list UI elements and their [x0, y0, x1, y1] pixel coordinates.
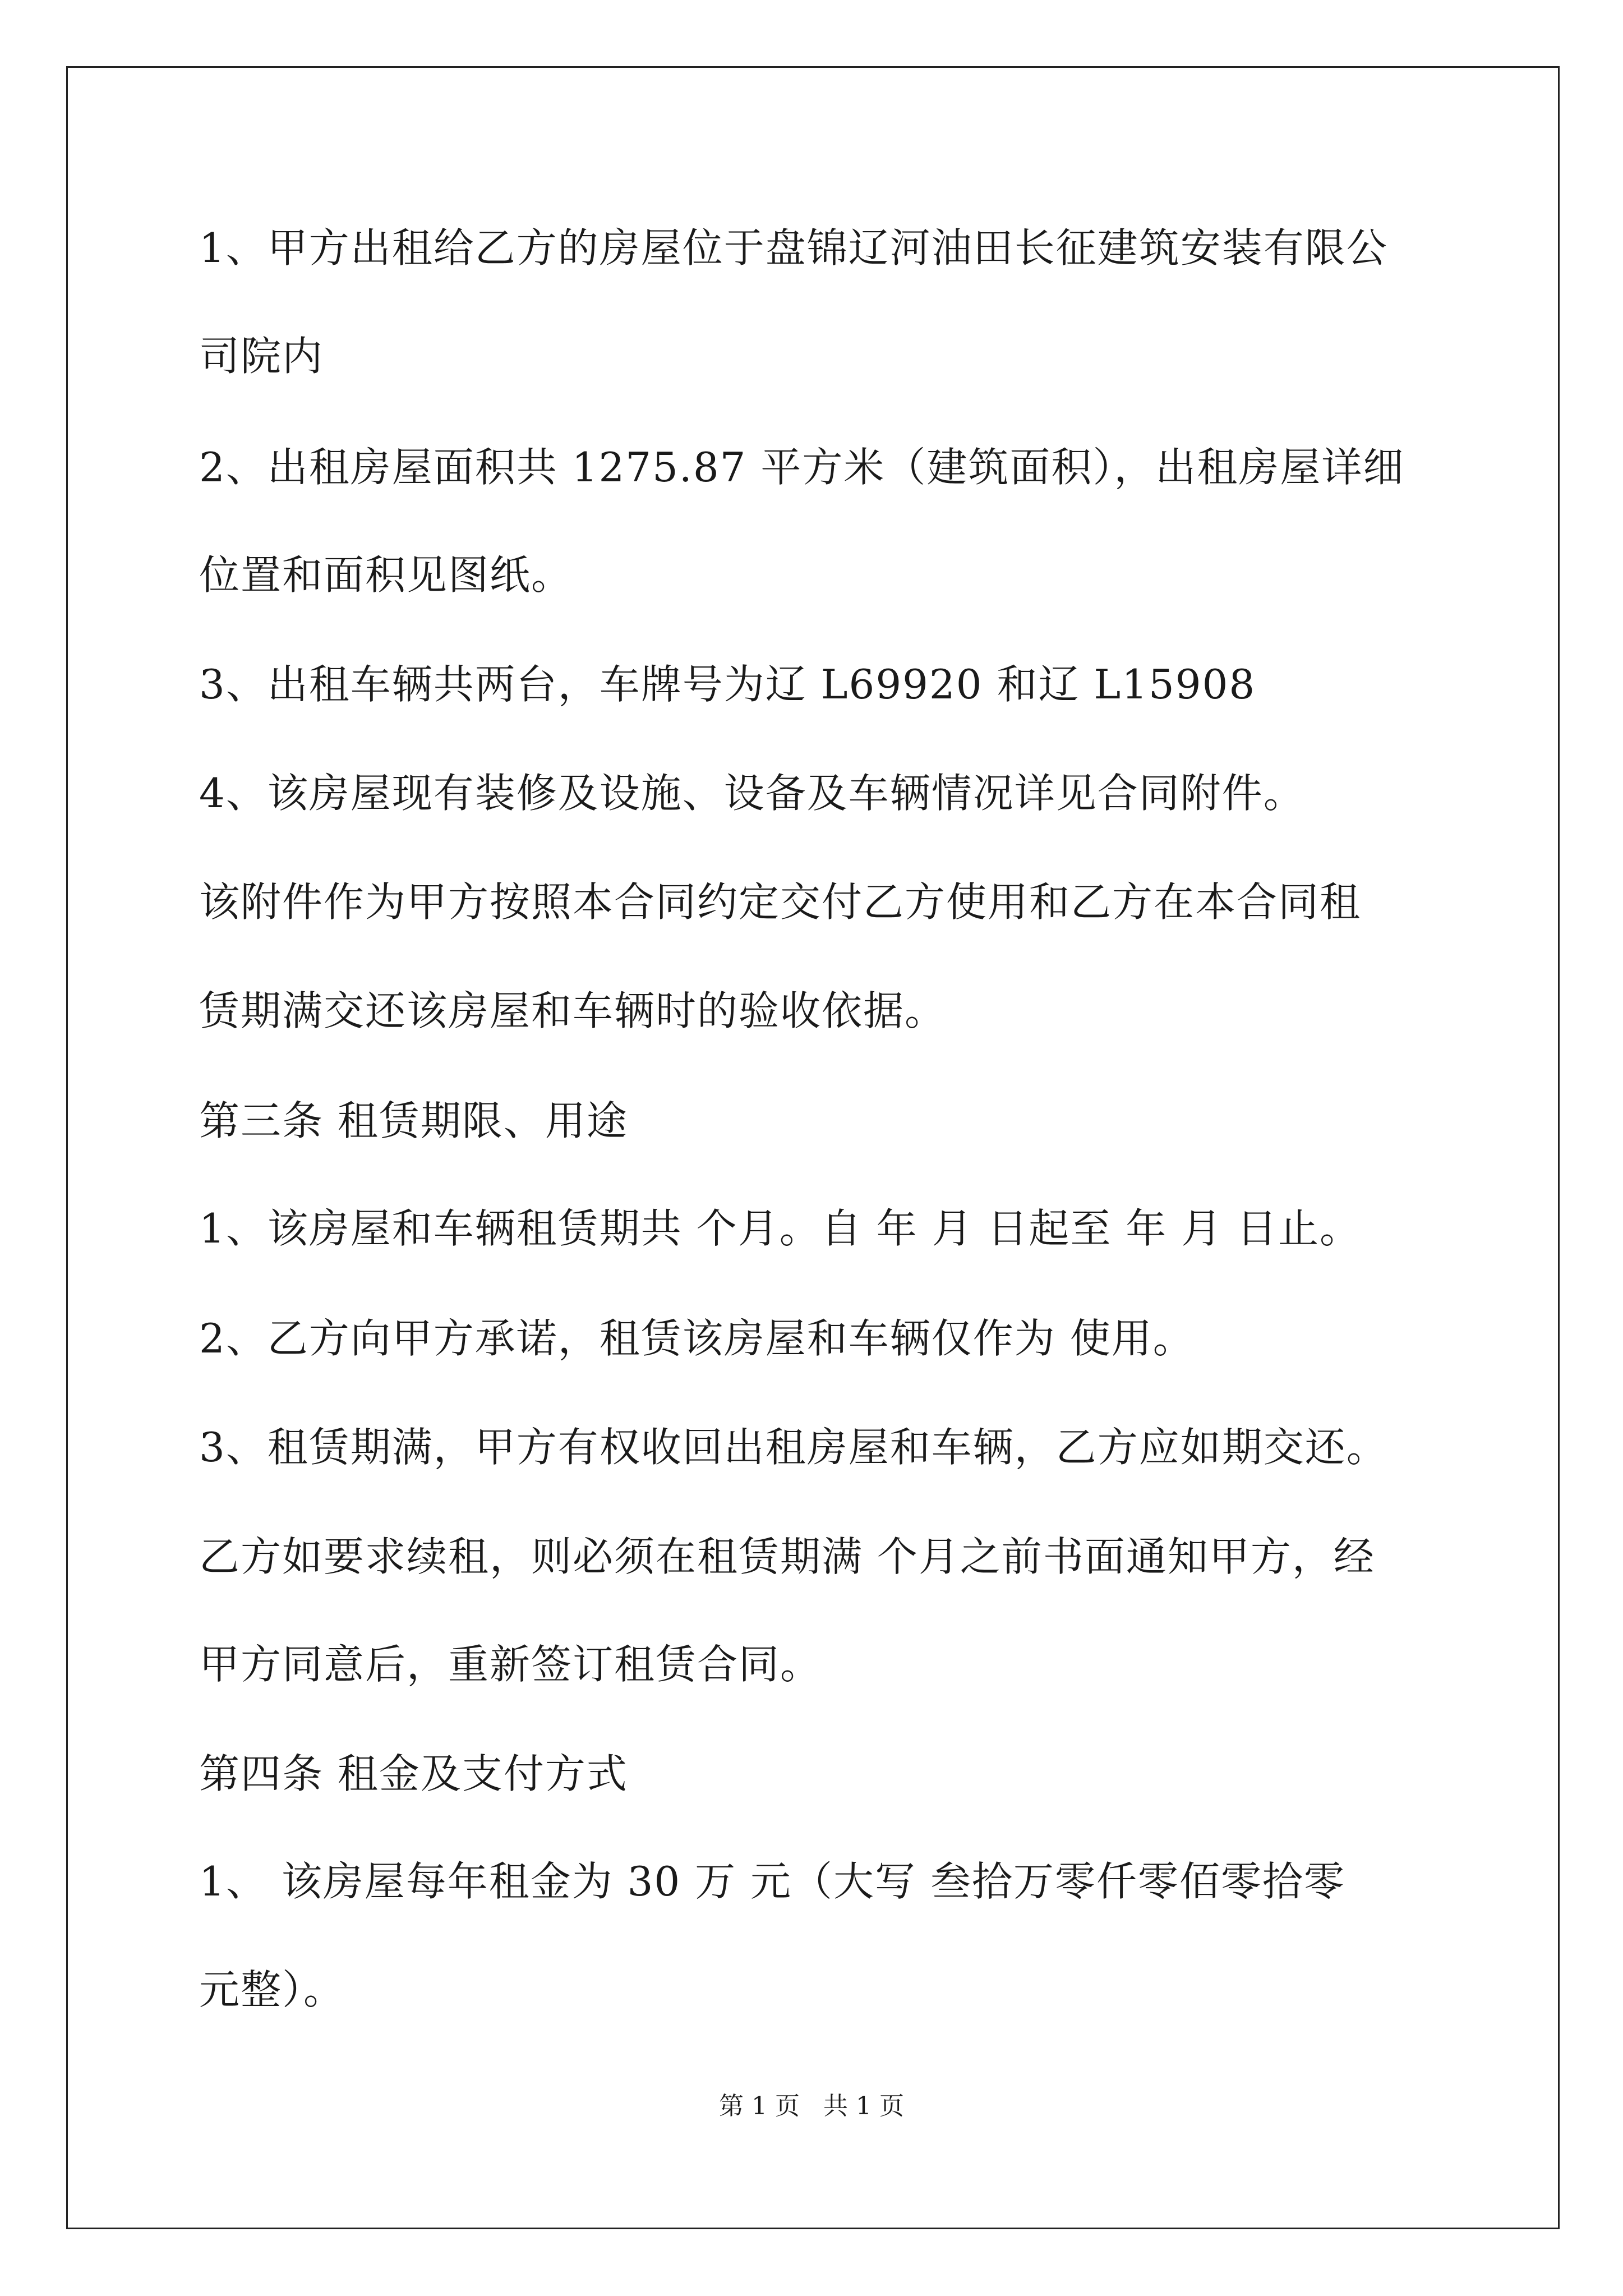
annex-note-line-2: 赁期满交还该房屋和车辆时的验收依据。 [199, 987, 947, 1034]
clause-2-item-4: 4、该房屋现有装修及设施、设备及车辆情况详见合同附件。 [199, 770, 1305, 817]
clause-4-item-1-line-2: 元整）。 [199, 1966, 345, 2013]
renewal-note-line-1: 乙方如要求续租，则必须在租赁期满 个月之前书面通知甲方，经 [199, 1533, 1375, 1580]
renewal-note-line-2: 甲方同意后，重新签订租赁合同。 [199, 1641, 822, 1688]
page-footer: 第 1 页 共 1 页 [719, 2092, 904, 2120]
clause-2-item-1-line-1: 1、甲方出租给乙方的房屋位于盘锦辽河油田长征建筑安装有限公 [199, 224, 1388, 272]
clause-3-item-3: 3、租赁期满，甲方有权收回出租房屋和车辆，乙方应如期交还。 [199, 1424, 1388, 1471]
clause-3-item-1: 1、该房屋和车辆租赁期共 个月。自 年 月 日起至 年 月 日止。 [199, 1205, 1362, 1252]
clause-2-item-2-line-1: 2、出租房屋面积共 1275.87 平方米（建筑面积），出租房屋详细 [199, 444, 1405, 491]
clause-2-item-1-line-2: 司院内 [199, 333, 324, 380]
clause-2-item-3: 3、出租车辆共两台，车牌号为辽 L69920 和辽 L15908 [199, 661, 1256, 708]
clause-3-item-2: 2、乙方向甲方承诺，租赁该房屋和车辆仅作为 使用。 [199, 1315, 1195, 1362]
clause-2-item-2-line-2: 位置和面积见图纸。 [199, 551, 573, 599]
clause-3-heading: 第三条 租赁期限、用途 [199, 1097, 628, 1144]
clause-4-heading: 第四条 租金及支付方式 [199, 1750, 628, 1797]
clause-4-item-1-line-1: 1、 该房屋每年租金为 30 万 元（大写 叁拾万零仟零佰零拾零 [199, 1858, 1345, 1905]
annex-note-line-1: 该附件作为甲方按照本合同约定交付乙方使用和乙方在本合同租 [199, 878, 1362, 926]
